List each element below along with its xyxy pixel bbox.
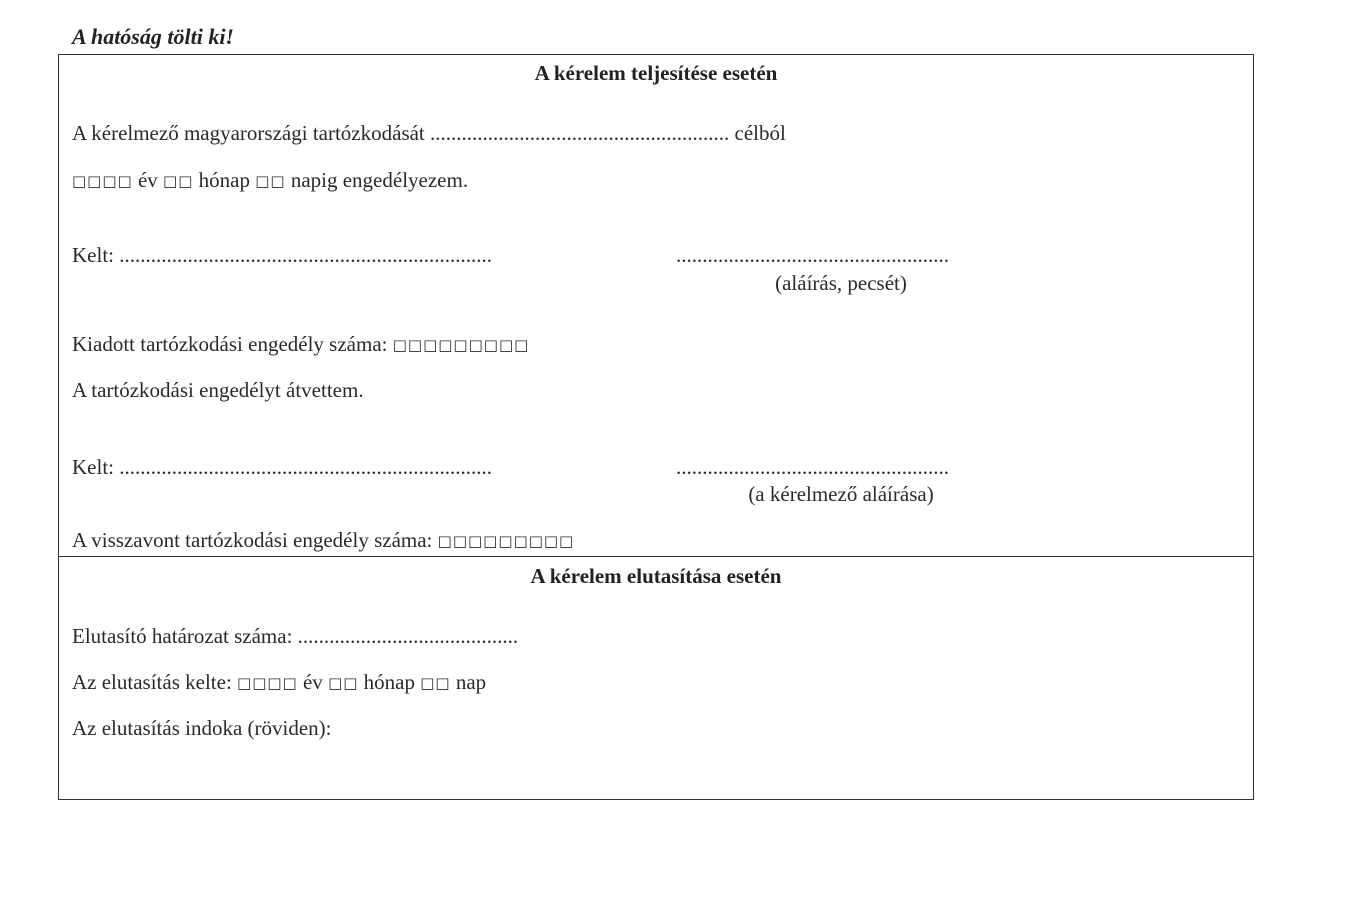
approval-signature-field[interactable]: .................................................... <box>676 243 949 267</box>
period-suffix: napig engedélyezem. <box>290 168 469 192</box>
applicant-signature-caption: (a kérelmező aláírása) <box>748 482 934 506</box>
stay-purpose-line <box>72 121 786 146</box>
authority-note: A hatóság tölti ki! <box>72 24 234 49</box>
receipt-date-field[interactable]: ....................................................................... <box>119 455 492 479</box>
applicant-signature-field[interactable]: .................................................... <box>676 455 949 479</box>
rejection-day-boxes[interactable]: □□ <box>420 674 451 692</box>
revoked-permit-line <box>72 528 574 553</box>
rejection-decision-line <box>72 624 518 649</box>
rejection-reason-label: Az elutasítás indoka (röviden): <box>72 716 332 740</box>
revoked-permit-label: A visszavont tartózkodási engedély száma: <box>72 528 433 552</box>
period-year-label: év <box>137 168 158 192</box>
rejection-heading: A kérelem elutasítása esetén <box>530 564 782 588</box>
section-divider <box>59 556 1253 557</box>
rejection-month-label: hónap <box>363 670 415 694</box>
approval-date-field[interactable]: ....................................................................... <box>119 243 492 267</box>
rejection-date-line <box>72 670 486 695</box>
receipt-date-line <box>72 455 492 480</box>
rejection-day-label: nap <box>455 670 487 694</box>
permit-number-line <box>72 332 529 357</box>
period-year-boxes[interactable]: □□□□ <box>72 172 133 190</box>
period-month-boxes[interactable]: □□ <box>163 172 194 190</box>
receipt-date-label: Kelt: <box>72 455 114 479</box>
stay-purpose-field[interactable]: ......................................................... <box>430 121 730 145</box>
approval-date-label: Kelt: <box>72 243 114 267</box>
period-month-label: hónap <box>198 168 250 192</box>
rejection-decision-label: Elutasító határozat száma: <box>72 624 293 648</box>
rejection-date-label: Az elutasítás kelte: <box>72 670 232 694</box>
approval-signature-caption: (aláírás, pecsét) <box>775 271 907 295</box>
rejection-month-boxes[interactable]: □□ <box>328 674 359 692</box>
rejection-year-label: év <box>302 670 323 694</box>
stay-purpose-suffix: célból <box>734 121 786 145</box>
permit-number-boxes[interactable]: □□□□□□□□□ <box>392 336 530 354</box>
approval-date-line <box>72 243 492 268</box>
rejection-decision-field[interactable]: .......................................... <box>297 624 519 648</box>
approval-heading: A kérelem teljesítése esetén <box>534 61 778 85</box>
stay-period-line <box>72 168 468 193</box>
permit-received-text: A tartózkodási engedélyt átvettem. <box>72 378 364 402</box>
authority-form-frame <box>58 54 1254 800</box>
stay-purpose-prefix: A kérelmező magyarországi tartózkodását <box>72 121 425 145</box>
rejection-year-boxes[interactable]: □□□□ <box>237 674 298 692</box>
period-day-boxes[interactable]: □□ <box>255 172 286 190</box>
revoked-permit-boxes[interactable]: □□□□□□□□□ <box>437 532 575 550</box>
permit-number-label: Kiadott tartózkodási engedély száma: <box>72 332 388 356</box>
